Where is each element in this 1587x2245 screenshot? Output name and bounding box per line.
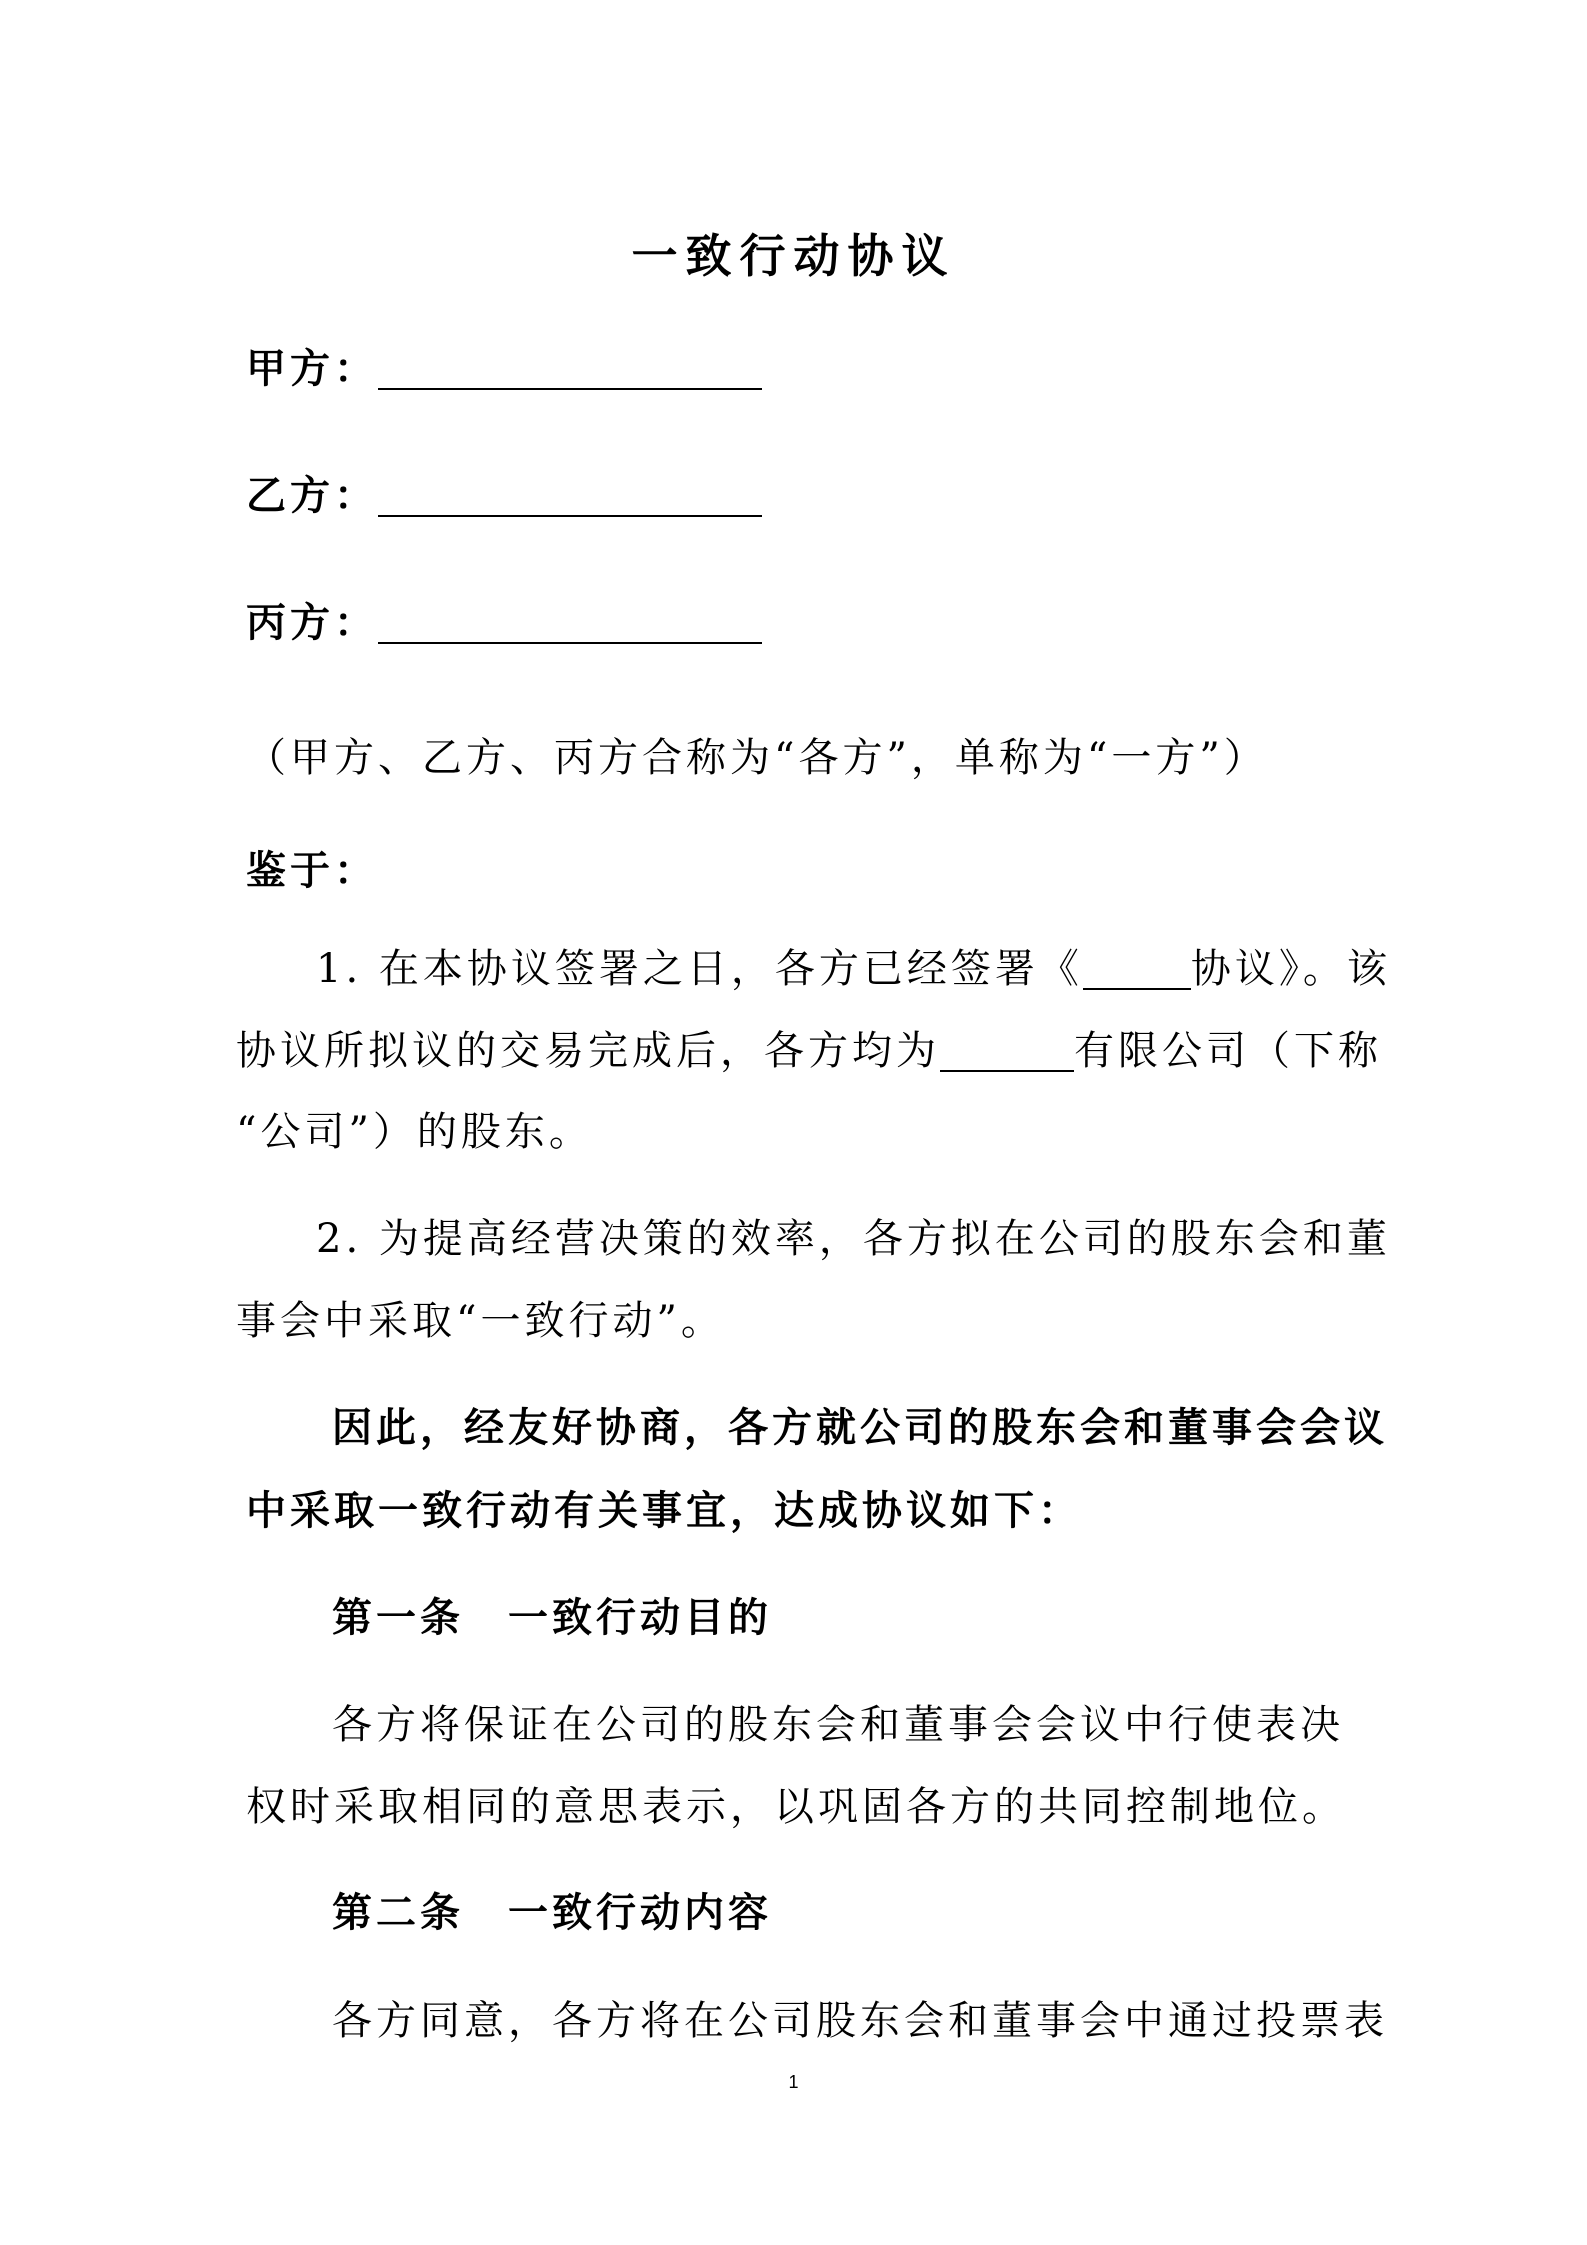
party-b-row: [246, 467, 762, 524]
recital-1-text-a: 1. 在本协议签署之日，各方已经签署《: [316, 946, 1083, 992]
recital-2-line-2: 事会中采取“一致行动”。: [236, 1298, 725, 1344]
whereas-heading: 鉴于：: [246, 847, 378, 894]
recital-1-line-3: “公司”）的股东。: [236, 1109, 593, 1155]
preamble-line-1: 因此，经友好协商，各方就公司的股东会和董事会会议: [332, 1404, 1388, 1451]
page-number: 1: [788, 2072, 799, 2092]
recital-1-text-c: 协议所拟议的交易完成后，各方均为: [236, 1028, 940, 1074]
party-a-label: 甲方：: [246, 345, 378, 392]
company-name-blank: [940, 1030, 1074, 1072]
article-2-heading: 第二条 一致行动内容: [332, 1889, 772, 1936]
recital-1-line-1: [316, 940, 1391, 997]
party-c-label: 丙方：: [246, 599, 378, 646]
recital-2-line-1: 2. 为提高经营决策的效率，各方拟在公司的股东会和董: [316, 1216, 1391, 1262]
party-b-blank: [378, 475, 762, 517]
article-1-line-1: 各方将保证在公司的股东会和董事会会议中行使表决: [332, 1702, 1344, 1748]
article-1-heading: 第一条 一致行动目的: [332, 1594, 772, 1641]
recital-1-text-b: 协议》。该: [1190, 946, 1391, 992]
preamble-line-2: 中采取一致行动有关事宜，达成协议如下：: [246, 1487, 1082, 1534]
collective-note: （甲方、乙方、丙方合称为“各方”，单称为“一方”）: [246, 735, 1268, 781]
party-c-blank: [378, 602, 762, 644]
article-1-line-2: 权时采取相同的意思表示，以巩固各方的共同控制地位。: [246, 1784, 1346, 1830]
recital-1-text-d: 有限公司（下称: [1074, 1028, 1382, 1074]
party-b-label: 乙方：: [246, 472, 378, 519]
agreement-name-blank: [1083, 948, 1191, 990]
document-title: 一致行动协议: [631, 229, 956, 283]
article-2-line-1: 各方同意，各方将在公司股东会和董事会中通过投票表: [332, 1998, 1388, 2044]
recital-1-line-2: [236, 1022, 1382, 1079]
party-c-row: [246, 594, 762, 651]
party-a-blank: [378, 348, 762, 390]
party-a-row: [246, 340, 762, 397]
